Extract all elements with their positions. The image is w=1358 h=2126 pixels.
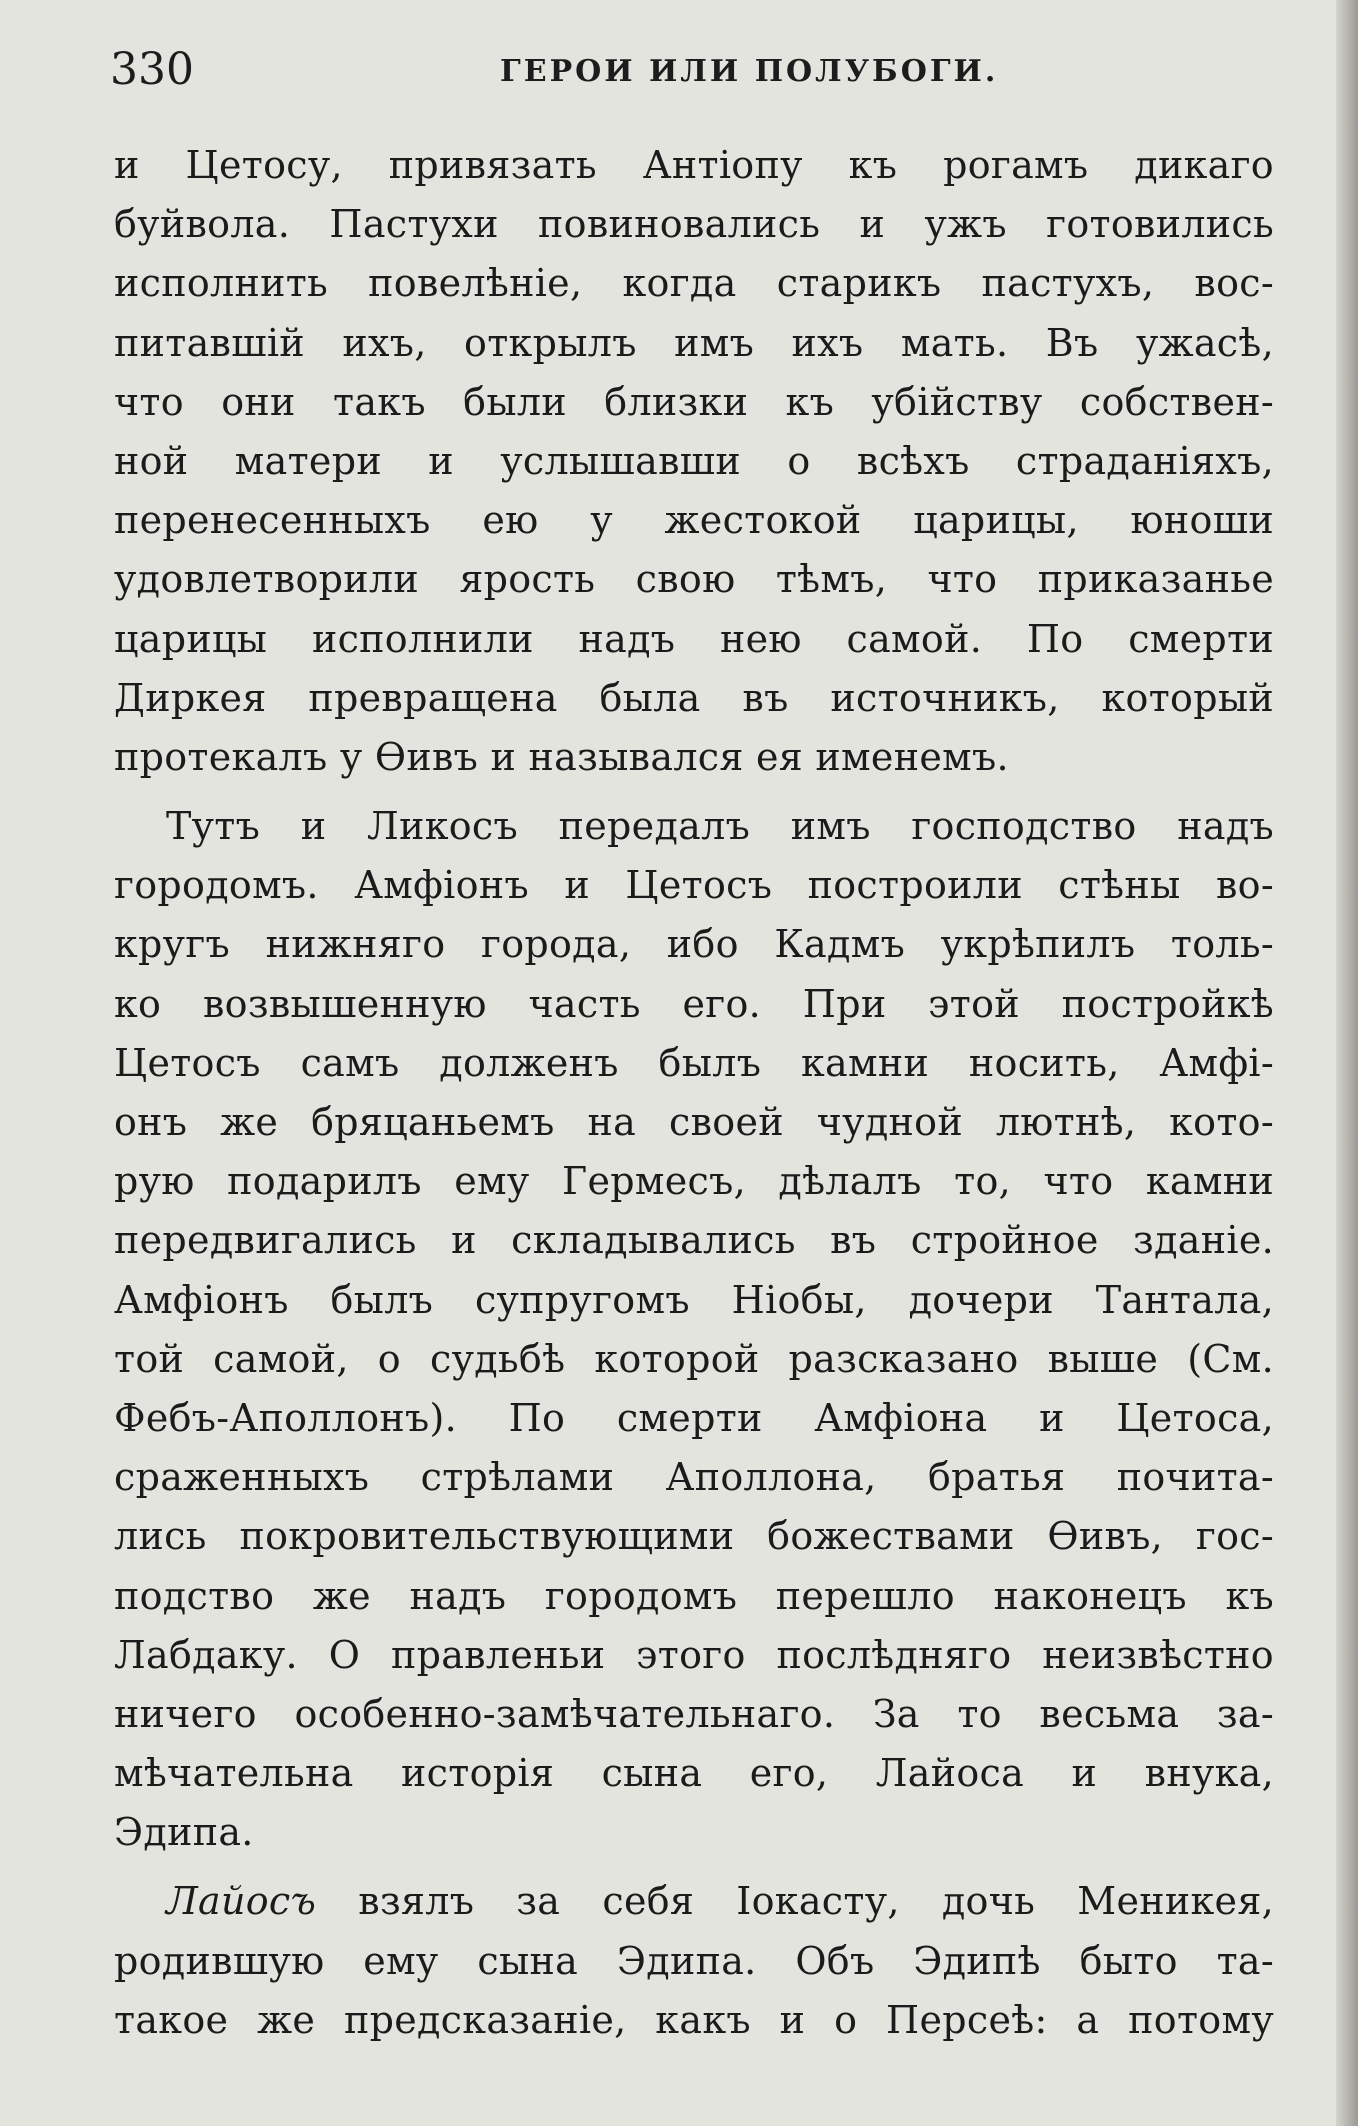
page-header [110, 40, 1290, 100]
text-line: Лабдаку. О правленьи этого послѣдняго неизвѣстно [114, 1632, 1274, 1677]
text-line: перенесенныхъ ею у жестокой царицы, юноши [114, 498, 1274, 543]
page-number: 330 [110, 44, 194, 95]
text-line: Диркея превращена была въ источникъ, который [114, 675, 1274, 720]
text-line: ничего особенно-замѣчательнаго. За то весьма за- [114, 1691, 1274, 1736]
text-line: сраженныхъ стрѣлами Аполлона, братья почита- [114, 1455, 1274, 1500]
text-line: протекалъ у Ѳивъ и назывался ея именемъ. [114, 734, 1009, 779]
text-line: такое же предсказаніе, какъ и о Персеѣ: а потому [114, 1997, 1274, 2042]
text-line-rest: взялъ за себя Іокасту, дочь Меникея, [358, 1879, 1274, 1924]
text-line: подство же надъ городомъ перешло наконецъ къ [114, 1573, 1274, 1618]
paragraph-3 [114, 1872, 1274, 2050]
text-line: родившую ему сына Эдипа. Объ Эдипѣ быто та- [114, 1938, 1274, 1983]
text-line: и Цетосу, привязать Антіопу къ рогамъ дикаго [114, 143, 1274, 187]
text-line: буйвола. Пастухи повиновались и ужъ готовились [114, 202, 1274, 247]
text-line: лись покровительствующими божествами Ѳивъ, гос- [114, 1514, 1274, 1559]
paragraph-1 [114, 136, 1274, 787]
text-line: ной матери и услышавши о всѣхъ страданіяхъ, [114, 438, 1274, 483]
text-line: питавшій ихъ, открылъ имъ ихъ мать. Въ ужасѣ, [114, 320, 1274, 365]
paragraph-2 [114, 797, 1274, 1862]
italic-name-laios: Лайосъ [166, 1879, 317, 1924]
text-line: ко возвышенную часть его. При этой постройкѣ [114, 981, 1274, 1026]
text-line: кругъ нижняго города, ибо Кадмъ укрѣпилъ толь- [114, 922, 1274, 967]
body-text [114, 136, 1274, 2050]
text-line: Амфіонъ былъ супругомъ Ніобы, дочери Тантала, [114, 1277, 1274, 1322]
text-line: Цетосъ самъ долженъ былъ камни носить, Амфі- [114, 1040, 1274, 1085]
running-title: ГЕРОИ ИЛИ ПОЛУБОГИ. [500, 54, 999, 89]
text-line: передвигались и складывались въ стройное зданіе. [114, 1218, 1274, 1263]
page-gutter-shadow [1336, 0, 1358, 2126]
text-line: исполнить повелѣніе, когда старикъ пастухъ, вос- [114, 261, 1274, 306]
text-line: той самой, о судьбѣ которой разсказано выше (См. [114, 1336, 1274, 1381]
text-line: рую подарилъ ему Гермесъ, дѣлалъ то, что камни [114, 1159, 1274, 1204]
text-line: Эдипа. [114, 1810, 254, 1855]
text-line: городомъ. Амфіонъ и Цетосъ построили стѣны во- [114, 863, 1274, 908]
text-line: удовлетворили ярость свою тѣмъ, что приказанье [114, 557, 1274, 602]
text-line: мѣчательна исторія сына его, Лайоса и внука, [114, 1751, 1274, 1796]
text-line: Тутъ и Ликосъ передалъ имъ господство надъ [166, 804, 1274, 849]
text-line: онъ же бряцаньемъ на своей чудной лютнѣ, кото- [114, 1100, 1274, 1144]
text-line: царицы исполнили надъ нею самой. По смерти [114, 616, 1274, 661]
text-line [114, 1872, 1274, 1931]
text-line: что они такъ были близки къ убійству собствен- [114, 379, 1274, 424]
text-line: Фебъ-Аполлонъ). По смерти Амфіона и Цетоса, [114, 1395, 1274, 1440]
